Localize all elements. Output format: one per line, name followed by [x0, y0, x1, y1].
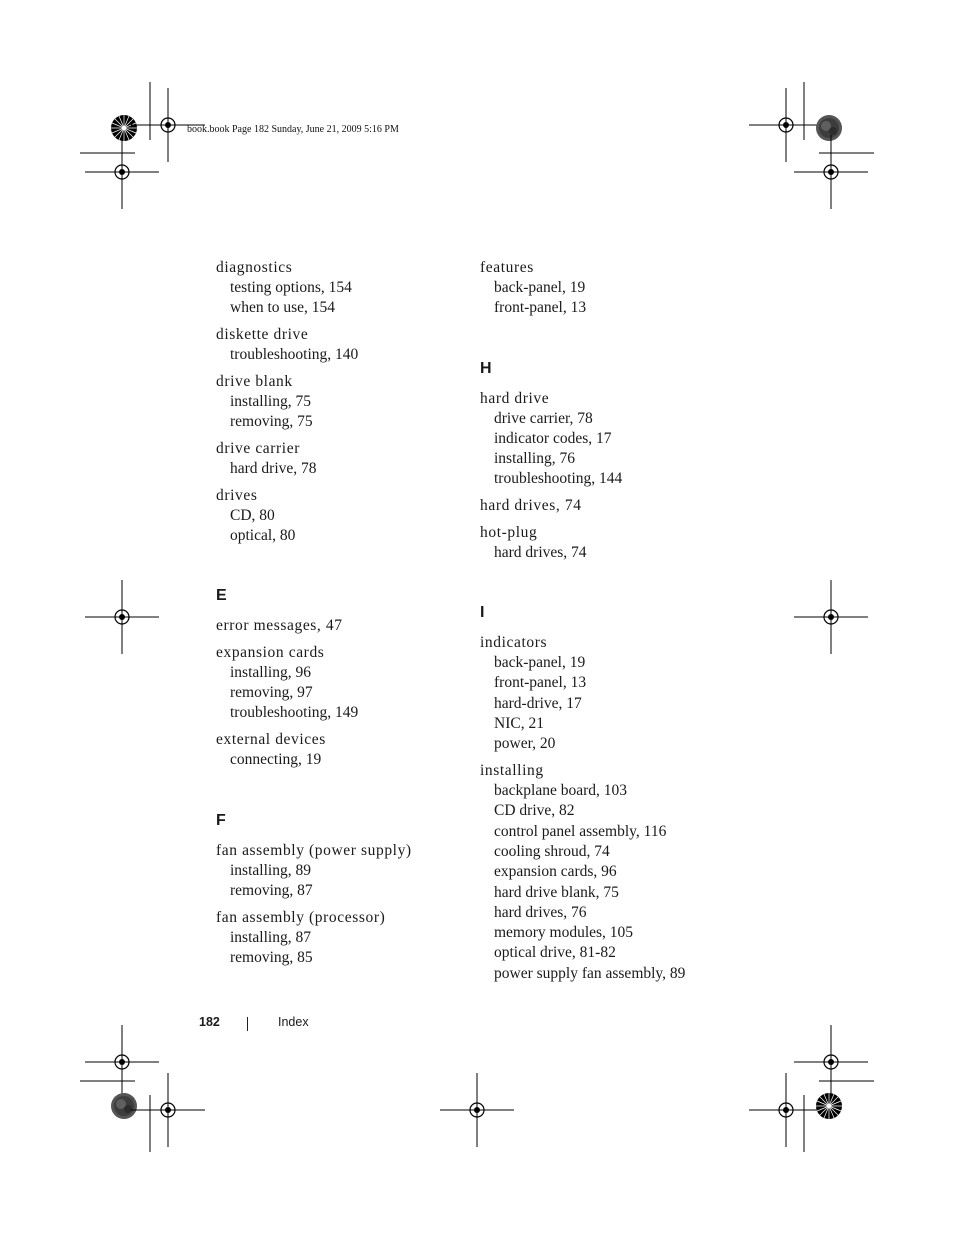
index-entry — [216, 841, 466, 902]
index-term: error messages, 47 — [216, 617, 343, 635]
index-section — [480, 603, 730, 984]
index-subterm: installing, 75 — [230, 392, 311, 410]
index-letter-heading: E — [216, 587, 227, 605]
index-subterm: back-panel, 19 — [494, 279, 586, 296]
index-term: fan assembly (processor) — [216, 908, 386, 926]
index-subterm: troubleshooting, 140 — [230, 346, 359, 364]
index-term: expansion cards — [216, 643, 325, 661]
index-column-left — [216, 258, 466, 975]
index-subterm: connecting, 19 — [230, 751, 322, 769]
index-entry — [480, 633, 730, 754]
index-term: diagnostics — [216, 259, 293, 276]
footer-divider — [247, 1017, 248, 1031]
index-letter-heading: I — [480, 604, 485, 622]
index-section — [480, 359, 730, 563]
index-entry — [480, 496, 730, 516]
index-subterm: testing options, 154 — [230, 279, 352, 296]
index-entry — [480, 258, 730, 319]
index-term: diskette drive — [216, 326, 309, 344]
page-number: 182 — [199, 1015, 220, 1029]
index-column-right — [480, 258, 730, 991]
index-term: drive carrier — [216, 439, 300, 457]
index-entry — [216, 908, 466, 969]
index-section — [216, 586, 466, 770]
index-entry — [216, 486, 466, 547]
index-letter-heading: H — [480, 359, 492, 377]
index-subterm: front-panel, 13 — [494, 674, 587, 692]
index-subterm: installing, 76 — [494, 450, 575, 468]
index-term: fan assembly (power supply) — [216, 841, 412, 859]
index-letter-heading: F — [216, 811, 226, 829]
index-section — [216, 258, 466, 546]
index-entry — [216, 372, 466, 433]
index-entry — [216, 325, 466, 365]
index-subterm: hard drives, 76 — [494, 903, 587, 921]
index-subterm: expansion cards, 96 — [494, 863, 617, 881]
index-subterm: power supply fan assembly, 89 — [494, 964, 686, 982]
index-subterm: troubleshooting, 149 — [230, 704, 359, 722]
index-subterm: CD, 80 — [230, 506, 275, 524]
index-term: features — [480, 259, 534, 276]
index-subterm: removing, 75 — [230, 413, 313, 431]
index-subterm: CD drive, 82 — [494, 802, 575, 820]
index-term: hard drives, 74 — [480, 497, 582, 515]
index-section — [480, 258, 730, 319]
index-subterm: installing, 96 — [230, 663, 311, 681]
index-entry — [480, 761, 730, 984]
index-subterm: optical drive, 81-82 — [494, 944, 616, 962]
index-subterm: removing, 87 — [230, 881, 313, 899]
index-subterm: drive carrier, 78 — [494, 409, 593, 427]
index-term: external devices — [216, 731, 326, 749]
index-subterm: troubleshooting, 144 — [494, 470, 623, 488]
index-entry — [480, 523, 730, 563]
index-subterm: memory modules, 105 — [494, 924, 634, 942]
index-subterm: control panel assembly, 116 — [494, 822, 667, 840]
index-subterm: removing, 97 — [230, 684, 313, 702]
footer-section-title: Index — [278, 1015, 309, 1029]
print-slug: book.book Page 182 Sunday, June 21, 2009 5:16 PM — [187, 124, 399, 135]
index-subterm: cooling shroud, 74 — [494, 842, 610, 860]
index-entry — [216, 439, 466, 479]
index-term: drives — [216, 486, 258, 504]
index-subterm: NIC, 21 — [494, 714, 544, 732]
index-entry — [216, 643, 466, 724]
index-subterm: front-panel, 13 — [494, 299, 587, 317]
index-subterm: when to use, 154 — [230, 299, 336, 317]
index-term: drive blank — [216, 372, 293, 390]
index-subterm: power, 20 — [494, 735, 556, 753]
index-entry — [216, 616, 466, 636]
index-entry — [216, 258, 466, 319]
index-subterm: hard drive blank, 75 — [494, 883, 619, 901]
index-term: hot-plug — [480, 523, 538, 541]
index-term: installing — [480, 762, 544, 780]
index-subterm: back-panel, 19 — [494, 654, 586, 672]
index-term: hard drive — [480, 389, 550, 407]
index-subterm: hard-drive, 17 — [494, 694, 582, 712]
index-subterm: hard drive, 78 — [230, 459, 317, 477]
index-subterm: indicator codes, 17 — [494, 429, 612, 447]
index-subterm: hard drives, 74 — [494, 543, 587, 561]
index-subterm: removing, 85 — [230, 948, 313, 966]
index-entry — [216, 730, 466, 770]
index-subterm: optical, 80 — [230, 527, 296, 545]
index-entry — [480, 389, 730, 490]
index-subterm: installing, 89 — [230, 861, 311, 879]
index-subterm: backplane board, 103 — [494, 782, 627, 800]
index-subterm: installing, 87 — [230, 928, 311, 946]
index-section — [216, 811, 466, 969]
index-term: indicators — [480, 634, 548, 652]
